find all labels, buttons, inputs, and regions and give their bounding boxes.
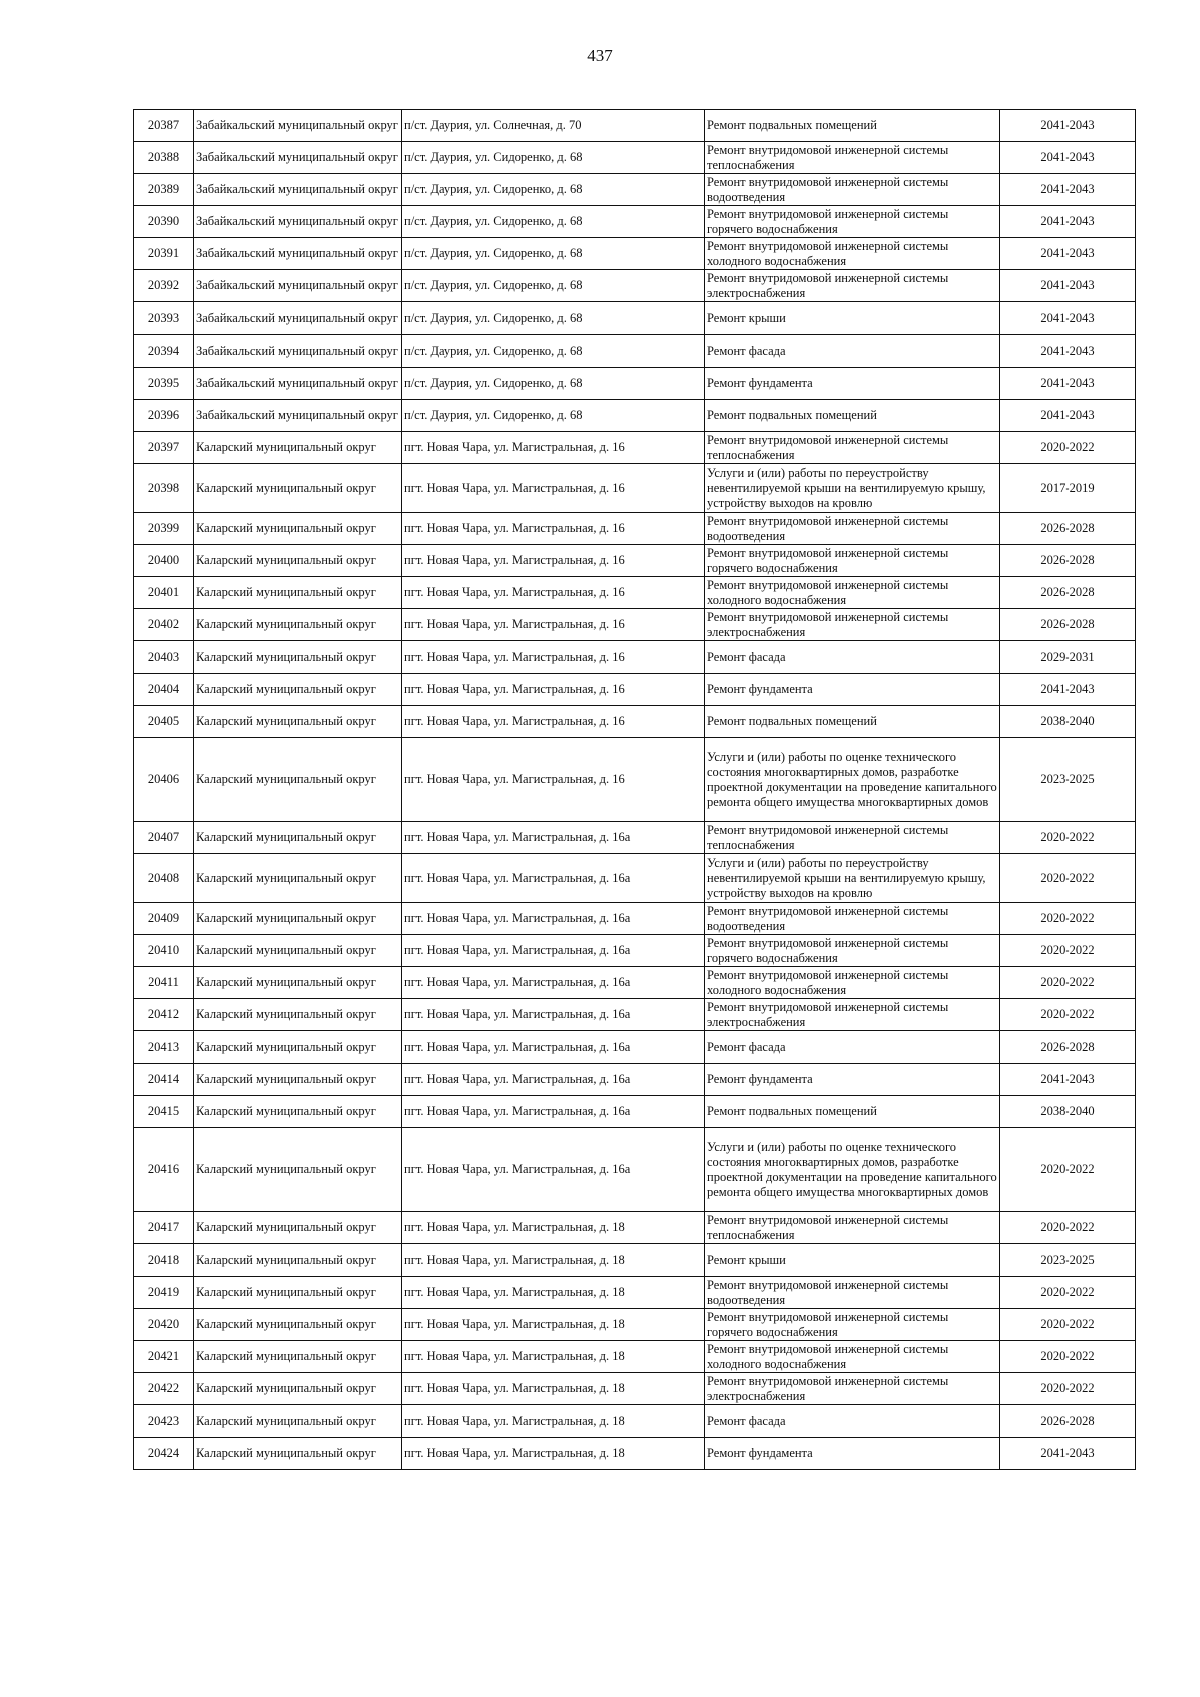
address-cell: пгт. Новая Чара, ул. Магистральная, д. 16 xyxy=(402,464,705,513)
table-row xyxy=(134,1405,1136,1438)
period-cell: 2026-2028 xyxy=(1000,513,1136,545)
address-cell: пгт. Новая Чара, ул. Магистральная, д. 18 xyxy=(402,1309,705,1341)
table-row xyxy=(134,545,1136,577)
row-number: 20415 xyxy=(134,1096,194,1128)
row-number: 20419 xyxy=(134,1277,194,1309)
work-type-cell: Ремонт внутридомовой инженерной системы теплоснабжения xyxy=(705,822,1000,854)
row-number: 20410 xyxy=(134,935,194,967)
period-cell: 2041-2043 xyxy=(1000,368,1136,400)
page-number: 437 xyxy=(587,46,613,65)
municipality-cell: Каларский муниципальный округ xyxy=(194,1244,402,1277)
work-type-cell: Услуги и (или) работы по переустройству невентилируемой крыши на вентилируемую крышу, устройству выходов на кровлю xyxy=(705,854,1000,903)
table-row xyxy=(134,335,1136,368)
address-cell: пгт. Новая Чара, ул. Магистральная, д. 16а xyxy=(402,967,705,999)
row-number: 20417 xyxy=(134,1212,194,1244)
period-cell: 2020-2022 xyxy=(1000,1277,1136,1309)
period-cell: 2041-2043 xyxy=(1000,270,1136,302)
table-row xyxy=(134,1341,1136,1373)
period-cell: 2020-2022 xyxy=(1000,1309,1136,1341)
table-row xyxy=(134,1438,1136,1470)
period-cell: 2020-2022 xyxy=(1000,1212,1136,1244)
period-cell: 2020-2022 xyxy=(1000,822,1136,854)
work-type-cell: Ремонт внутридомовой инженерной системы водоотведения xyxy=(705,1277,1000,1309)
table-row xyxy=(134,110,1136,142)
municipality-cell: Каларский муниципальный округ xyxy=(194,641,402,674)
repair-schedule-table xyxy=(133,109,1136,1470)
period-cell: 2026-2028 xyxy=(1000,1031,1136,1064)
row-number: 20411 xyxy=(134,967,194,999)
period-cell: 2020-2022 xyxy=(1000,432,1136,464)
table-row xyxy=(134,270,1136,302)
row-number: 20389 xyxy=(134,174,194,206)
work-type-cell: Ремонт подвальных помещений xyxy=(705,1096,1000,1128)
period-cell: 2017-2019 xyxy=(1000,464,1136,513)
municipality-cell: Забайкальский муниципальный округ xyxy=(194,206,402,238)
work-type-cell: Ремонт крыши xyxy=(705,302,1000,335)
work-type-cell: Ремонт внутридомовой инженерной системы теплоснабжения xyxy=(705,432,1000,464)
period-cell: 2038-2040 xyxy=(1000,706,1136,738)
municipality-cell: Забайкальский муниципальный округ xyxy=(194,238,402,270)
table-row xyxy=(134,706,1136,738)
municipality-cell: Каларский муниципальный округ xyxy=(194,935,402,967)
municipality-cell: Каларский муниципальный округ xyxy=(194,1373,402,1405)
address-cell: п/ст. Даурия, ул. Сидоренко, д. 68 xyxy=(402,335,705,368)
table-row xyxy=(134,400,1136,432)
municipality-cell: Каларский муниципальный округ xyxy=(194,706,402,738)
row-number: 20387 xyxy=(134,110,194,142)
work-type-cell: Ремонт фундамента xyxy=(705,1064,1000,1096)
table-row xyxy=(134,142,1136,174)
table-row xyxy=(134,903,1136,935)
row-number: 20402 xyxy=(134,609,194,641)
table-row xyxy=(134,854,1136,903)
work-type-cell: Ремонт внутридомовой инженерной системы электроснабжения xyxy=(705,270,1000,302)
address-cell: пгт. Новая Чара, ул. Магистральная, д. 18 xyxy=(402,1244,705,1277)
row-number: 20398 xyxy=(134,464,194,513)
row-number: 20401 xyxy=(134,577,194,609)
period-cell: 2020-2022 xyxy=(1000,1341,1136,1373)
work-type-cell: Услуги и (или) работы по оценке технического состояния многоквартирных домов, разработке проектной документации на проведение капитального ремонта общего имущества многоквартирных домов xyxy=(705,738,1000,822)
period-cell: 2020-2022 xyxy=(1000,854,1136,903)
municipality-cell: Каларский муниципальный округ xyxy=(194,738,402,822)
table-row xyxy=(134,738,1136,822)
row-number: 20414 xyxy=(134,1064,194,1096)
municipality-cell: Каларский муниципальный округ xyxy=(194,1064,402,1096)
row-number: 20407 xyxy=(134,822,194,854)
municipality-cell: Каларский муниципальный округ xyxy=(194,903,402,935)
row-number: 20397 xyxy=(134,432,194,464)
period-cell: 2041-2043 xyxy=(1000,206,1136,238)
row-number: 20395 xyxy=(134,368,194,400)
table-row xyxy=(134,641,1136,674)
municipality-cell: Забайкальский муниципальный округ xyxy=(194,110,402,142)
row-number: 20421 xyxy=(134,1341,194,1373)
address-cell: пгт. Новая Чара, ул. Магистральная, д. 16а xyxy=(402,1128,705,1212)
period-cell: 2020-2022 xyxy=(1000,999,1136,1031)
table-row xyxy=(134,577,1136,609)
work-type-cell: Ремонт внутридомовой инженерной системы холодного водоснабжения xyxy=(705,1341,1000,1373)
address-cell: пгт. Новая Чара, ул. Магистральная, д. 18 xyxy=(402,1405,705,1438)
row-number: 20420 xyxy=(134,1309,194,1341)
period-cell: 2041-2043 xyxy=(1000,335,1136,368)
address-cell: п/ст. Даурия, ул. Сидоренко, д. 68 xyxy=(402,400,705,432)
municipality-cell: Забайкальский муниципальный округ xyxy=(194,368,402,400)
address-cell: пгт. Новая Чара, ул. Магистральная, д. 16а xyxy=(402,999,705,1031)
municipality-cell: Каларский муниципальный округ xyxy=(194,1309,402,1341)
work-type-cell: Ремонт внутридомовой инженерной системы электроснабжения xyxy=(705,609,1000,641)
table-row xyxy=(134,432,1136,464)
address-cell: п/ст. Даурия, ул. Сидоренко, д. 68 xyxy=(402,142,705,174)
address-cell: пгт. Новая Чара, ул. Магистральная, д. 16 xyxy=(402,706,705,738)
row-number: 20409 xyxy=(134,903,194,935)
municipality-cell: Каларский муниципальный округ xyxy=(194,1031,402,1064)
period-cell: 2029-2031 xyxy=(1000,641,1136,674)
address-cell: пгт. Новая Чара, ул. Магистральная, д. 16 xyxy=(402,545,705,577)
table-row xyxy=(134,302,1136,335)
row-number: 20423 xyxy=(134,1405,194,1438)
period-cell: 2023-2025 xyxy=(1000,1244,1136,1277)
municipality-cell: Каларский муниципальный округ xyxy=(194,432,402,464)
period-cell: 2041-2043 xyxy=(1000,142,1136,174)
municipality-cell: Каларский муниципальный округ xyxy=(194,1128,402,1212)
table-row xyxy=(134,674,1136,706)
row-number: 20416 xyxy=(134,1128,194,1212)
table-row xyxy=(134,1212,1136,1244)
table-row xyxy=(134,1128,1136,1212)
table-row xyxy=(134,1244,1136,1277)
work-type-cell: Ремонт внутридомовой инженерной системы теплоснабжения xyxy=(705,1212,1000,1244)
table-row xyxy=(134,1309,1136,1341)
work-type-cell: Ремонт внутридомовой инженерной системы электроснабжения xyxy=(705,999,1000,1031)
work-type-cell: Ремонт внутридомовой инженерной системы теплоснабжения xyxy=(705,142,1000,174)
table-row xyxy=(134,935,1136,967)
row-number: 20424 xyxy=(134,1438,194,1470)
row-number: 20412 xyxy=(134,999,194,1031)
work-type-cell: Ремонт крыши xyxy=(705,1244,1000,1277)
row-number: 20406 xyxy=(134,738,194,822)
address-cell: пгт. Новая Чара, ул. Магистральная, д. 18 xyxy=(402,1373,705,1405)
row-number: 20391 xyxy=(134,238,194,270)
row-number: 20404 xyxy=(134,674,194,706)
period-cell: 2041-2043 xyxy=(1000,302,1136,335)
municipality-cell: Каларский муниципальный округ xyxy=(194,1096,402,1128)
row-number: 20403 xyxy=(134,641,194,674)
row-number: 20408 xyxy=(134,854,194,903)
work-type-cell: Ремонт фасада xyxy=(705,1031,1000,1064)
period-cell: 2026-2028 xyxy=(1000,545,1136,577)
address-cell: пгт. Новая Чара, ул. Магистральная, д. 18 xyxy=(402,1341,705,1373)
period-cell: 2038-2040 xyxy=(1000,1096,1136,1128)
work-type-cell: Ремонт фасада xyxy=(705,335,1000,368)
municipality-cell: Каларский муниципальный округ xyxy=(194,609,402,641)
row-number: 20413 xyxy=(134,1031,194,1064)
address-cell: п/ст. Даурия, ул. Сидоренко, д. 68 xyxy=(402,368,705,400)
municipality-cell: Каларский муниципальный округ xyxy=(194,1341,402,1373)
row-number: 20394 xyxy=(134,335,194,368)
row-number: 20390 xyxy=(134,206,194,238)
period-cell: 2026-2028 xyxy=(1000,577,1136,609)
address-cell: пгт. Новая Чара, ул. Магистральная, д. 16 xyxy=(402,738,705,822)
row-number: 20388 xyxy=(134,142,194,174)
period-cell: 2026-2028 xyxy=(1000,1405,1136,1438)
work-type-cell: Ремонт подвальных помещений xyxy=(705,110,1000,142)
work-type-cell: Ремонт фасада xyxy=(705,641,1000,674)
municipality-cell: Каларский муниципальный округ xyxy=(194,967,402,999)
municipality-cell: Каларский муниципальный округ xyxy=(194,854,402,903)
period-cell: 2041-2043 xyxy=(1000,1438,1136,1470)
address-cell: п/ст. Даурия, ул. Сидоренко, д. 68 xyxy=(402,302,705,335)
address-cell: пгт. Новая Чара, ул. Магистральная, д. 16а xyxy=(402,935,705,967)
row-number: 20392 xyxy=(134,270,194,302)
table-row xyxy=(134,174,1136,206)
period-cell: 2041-2043 xyxy=(1000,110,1136,142)
period-cell: 2041-2043 xyxy=(1000,238,1136,270)
municipality-cell: Забайкальский муниципальный округ xyxy=(194,335,402,368)
table-row xyxy=(134,1064,1136,1096)
work-type-cell: Услуги и (или) работы по оценке технического состояния многоквартирных домов, разработке проектной документации на проведение капитального ремонта общего имущества многоквартирных домов xyxy=(705,1128,1000,1212)
municipality-cell: Забайкальский муниципальный округ xyxy=(194,302,402,335)
municipality-cell: Каларский муниципальный округ xyxy=(194,1277,402,1309)
work-type-cell: Ремонт внутридомовой инженерной системы горячего водоснабжения xyxy=(705,545,1000,577)
work-type-cell: Ремонт внутридомовой инженерной системы горячего водоснабжения xyxy=(705,1309,1000,1341)
municipality-cell: Забайкальский муниципальный округ xyxy=(194,270,402,302)
address-cell: п/ст. Даурия, ул. Сидоренко, д. 68 xyxy=(402,238,705,270)
table-row xyxy=(134,1031,1136,1064)
municipality-cell: Каларский муниципальный округ xyxy=(194,1212,402,1244)
municipality-cell: Каларский муниципальный округ xyxy=(194,513,402,545)
row-number: 20422 xyxy=(134,1373,194,1405)
table-row xyxy=(134,967,1136,999)
table-row xyxy=(134,368,1136,400)
address-cell: п/ст. Даурия, ул. Сидоренко, д. 68 xyxy=(402,270,705,302)
work-type-cell: Ремонт фасада xyxy=(705,1405,1000,1438)
municipality-cell: Забайкальский муниципальный округ xyxy=(194,400,402,432)
table-row xyxy=(134,999,1136,1031)
row-number: 20400 xyxy=(134,545,194,577)
address-cell: пгт. Новая Чара, ул. Магистральная, д. 16 xyxy=(402,674,705,706)
address-cell: пгт. Новая Чара, ул. Магистральная, д. 16 xyxy=(402,641,705,674)
address-cell: пгт. Новая Чара, ул. Магистральная, д. 16а xyxy=(402,903,705,935)
row-number: 20405 xyxy=(134,706,194,738)
period-cell: 2020-2022 xyxy=(1000,935,1136,967)
period-cell: 2020-2022 xyxy=(1000,967,1136,999)
address-cell: пгт. Новая Чара, ул. Магистральная, д. 16 xyxy=(402,513,705,545)
address-cell: пгт. Новая Чара, ул. Магистральная, д. 18 xyxy=(402,1438,705,1470)
period-cell: 2023-2025 xyxy=(1000,738,1136,822)
table-row xyxy=(134,822,1136,854)
table-row xyxy=(134,1373,1136,1405)
work-type-cell: Ремонт внутридомовой инженерной системы горячего водоснабжения xyxy=(705,935,1000,967)
work-type-cell: Услуги и (или) работы по переустройству невентилируемой крыши на вентилируемую крышу, устройству выходов на кровлю xyxy=(705,464,1000,513)
period-cell: 2020-2022 xyxy=(1000,1373,1136,1405)
work-type-cell: Ремонт внутридомовой инженерной системы электроснабжения xyxy=(705,1373,1000,1405)
address-cell: пгт. Новая Чара, ул. Магистральная, д. 16 xyxy=(402,609,705,641)
table-row xyxy=(134,1277,1136,1309)
work-type-cell: Ремонт внутридомовой инженерной системы холодного водоснабжения xyxy=(705,967,1000,999)
period-cell: 2041-2043 xyxy=(1000,174,1136,206)
address-cell: пгт. Новая Чара, ул. Магистральная, д. 16а xyxy=(402,1064,705,1096)
row-number: 20399 xyxy=(134,513,194,545)
work-type-cell: Ремонт подвальных помещений xyxy=(705,400,1000,432)
work-type-cell: Ремонт внутридомовой инженерной системы холодного водоснабжения xyxy=(705,577,1000,609)
table-row xyxy=(134,513,1136,545)
period-cell: 2041-2043 xyxy=(1000,400,1136,432)
address-cell: пгт. Новая Чара, ул. Магистральная, д. 16а xyxy=(402,822,705,854)
period-cell: 2026-2028 xyxy=(1000,609,1136,641)
row-number: 20396 xyxy=(134,400,194,432)
address-cell: пгт. Новая Чара, ул. Магистральная, д. 16а xyxy=(402,1031,705,1064)
work-type-cell: Ремонт фундамента xyxy=(705,368,1000,400)
municipality-cell: Каларский муниципальный округ xyxy=(194,1405,402,1438)
address-cell: п/ст. Даурия, ул. Сидоренко, д. 68 xyxy=(402,206,705,238)
table-row xyxy=(134,238,1136,270)
municipality-cell: Каларский муниципальный округ xyxy=(194,674,402,706)
work-type-cell: Ремонт фундамента xyxy=(705,674,1000,706)
work-type-cell: Ремонт подвальных помещений xyxy=(705,706,1000,738)
work-type-cell: Ремонт внутридомовой инженерной системы горячего водоснабжения xyxy=(705,206,1000,238)
municipality-cell: Каларский муниципальный округ xyxy=(194,822,402,854)
address-cell: п/ст. Даурия, ул. Сидоренко, д. 68 xyxy=(402,174,705,206)
municipality-cell: Каларский муниципальный округ xyxy=(194,577,402,609)
work-type-cell: Ремонт внутридомовой инженерной системы холодного водоснабжения xyxy=(705,238,1000,270)
work-type-cell: Ремонт внутридомовой инженерной системы водоотведения xyxy=(705,513,1000,545)
municipality-cell: Каларский муниципальный округ xyxy=(194,999,402,1031)
table-row xyxy=(134,609,1136,641)
period-cell: 2041-2043 xyxy=(1000,674,1136,706)
period-cell: 2020-2022 xyxy=(1000,903,1136,935)
table-row xyxy=(134,206,1136,238)
address-cell: пгт. Новая Чара, ул. Магистральная, д. 16а xyxy=(402,854,705,903)
municipality-cell: Каларский муниципальный округ xyxy=(194,545,402,577)
municipality-cell: Каларский муниципальный округ xyxy=(194,464,402,513)
address-cell: пгт. Новая Чара, ул. Магистральная, д. 18 xyxy=(402,1212,705,1244)
address-cell: пгт. Новая Чара, ул. Магистральная, д. 16 xyxy=(402,577,705,609)
period-cell: 2041-2043 xyxy=(1000,1064,1136,1096)
municipality-cell: Каларский муниципальный округ xyxy=(194,1438,402,1470)
work-type-cell: Ремонт внутридомовой инженерной системы водоотведения xyxy=(705,903,1000,935)
row-number: 20418 xyxy=(134,1244,194,1277)
address-cell: пгт. Новая Чара, ул. Магистральная, д. 18 xyxy=(402,1277,705,1309)
period-cell: 2020-2022 xyxy=(1000,1128,1136,1212)
table-row xyxy=(134,464,1136,513)
municipality-cell: Забайкальский муниципальный округ xyxy=(194,174,402,206)
work-type-cell: Ремонт внутридомовой инженерной системы водоотведения xyxy=(705,174,1000,206)
address-cell: п/ст. Даурия, ул. Солнечная, д. 70 xyxy=(402,110,705,142)
work-type-cell: Ремонт фундамента xyxy=(705,1438,1000,1470)
row-number: 20393 xyxy=(134,302,194,335)
address-cell: пгт. Новая Чара, ул. Магистральная, д. 16а xyxy=(402,1096,705,1128)
municipality-cell: Забайкальский муниципальный округ xyxy=(194,142,402,174)
table-row xyxy=(134,1096,1136,1128)
address-cell: пгт. Новая Чара, ул. Магистральная, д. 16 xyxy=(402,432,705,464)
